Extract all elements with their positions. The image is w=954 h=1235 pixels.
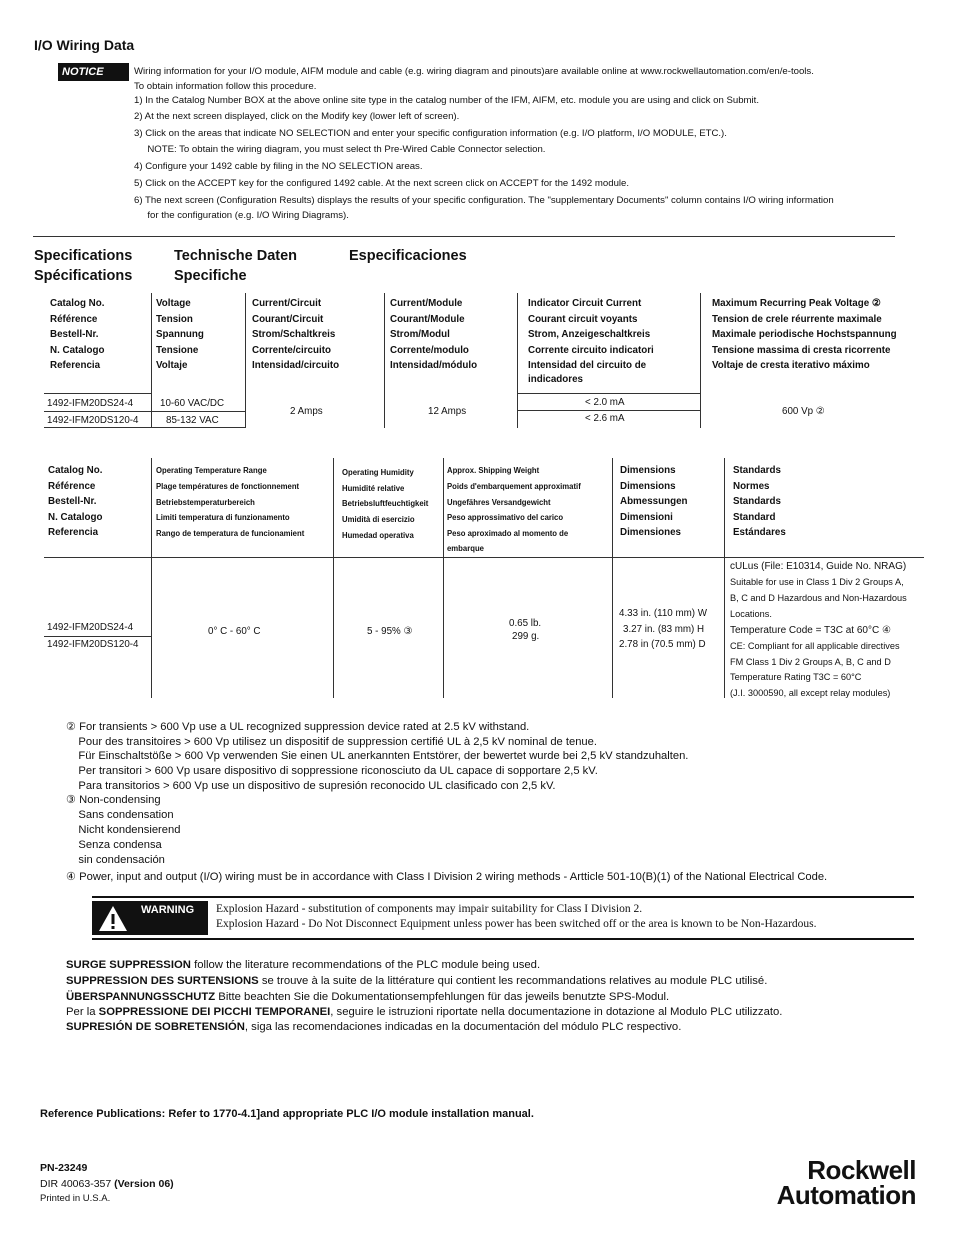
notice-line: Wiring information for your I/O module, AIFM module and cable (e.g. wiring diagram and pinouts)are available online at www.rockwellautomation.com/en/e-tools. [134,66,814,77]
divider [33,236,895,237]
table-cell-current-circuit: 2 Amps [290,406,323,417]
table2-header-weight: Approx. Shipping Weight Poids d'embarquement approximatif Ungefähres Versandgewicht Peso approssimativo del carico Peso aproximado al momento de embarque [447,465,581,553]
notice-line: 4) Configure your 1492 cable by filing in the NO SELECTION areas. [134,161,423,172]
footnote: Pour des transitoires > 600 Vp utilisez un dispositif de suppression certifié UL à 2,5 kV nominal de tenue. [66,736,597,748]
footnote: Nicht kondensierend [66,824,181,836]
table-cell-dimension: 4.33 in. (110 mm) W [619,608,708,619]
standards-line: CE: Compliant for all applicable directives [730,641,900,651]
table-cell-catalog: 1492-IFM20DS24-4 [47,622,134,633]
table-cell-indicator: < 2.0 mA [585,397,625,408]
spec-heading: Specifications [34,248,133,264]
warning-rule [92,938,914,940]
standards-line: Temperature Code = T3C at 60°C ④ [730,625,891,636]
standards-line: (J.I. 3000590, all except relay modules) [730,688,891,698]
table-rule [44,427,245,428]
dir-number: DIR 40063-357 (Version 06) [40,1178,174,1190]
surge-line: SURGE SUPPRESSION follow the literature recommendations of the PLC module being used. [66,959,541,971]
part-number: PN-23249 [40,1162,88,1174]
table-rule [612,458,613,698]
warning-label-box [92,901,208,935]
footnote: sin condensación [66,854,165,866]
table2-header-dimensions: Dimensions Dimensions Abmessungen Dimensioni Dimensiones [620,465,688,538]
table2-header-standards: Standards Normes Standards Standard Estándares [733,465,786,538]
footnote: ③ Non-condensing [66,794,161,806]
table1-header-catalog: Catalog No. Référence Bestell-Nr. N. Catalogo Referencia [50,298,105,371]
table-cell-temperature: 0° C - 60° C [208,626,261,637]
table-cell-voltage: 85-132 VAC [166,415,219,426]
printed-in: Printed in U.S.A. [40,1193,111,1204]
warning-line: Explosion Hazard - Do Not Disconnect Equipment unless power has been switched off or the area is known to be Non-Hazardous. [216,918,817,930]
table-rule [517,393,700,394]
standards-line: B, C and D Hazardous and Non-Hazardous [730,593,907,603]
table-rule [700,293,701,428]
table2-header-humidity: Operating Humidity Humidité relative Betriebsluftfeuchtigkeit Umidità di esercizio Humedad operativa [342,467,429,540]
spec-heading: Technische Daten [174,248,298,264]
standards-line: Suitable for use in Class 1 Div 2 Groups A, [730,577,904,587]
table-cell-dimension: 2.78 in (70.5 mm) D [619,639,706,650]
warning-label: WARNING [141,904,195,916]
table-rule [44,411,245,412]
warning-triangle-icon [98,904,128,932]
table-cell-catalog: 1492-IFM20DS24-4 [47,398,134,409]
table-rule [44,636,151,637]
table1-header-peak-voltage: Maximum Recurring Peak Voltage ② Tension de crele réurrente maximale Maximale periodische Hochstspannung Tensione massima di cresta ricorrente Voltaje de cresta iterativo máximo [712,298,897,371]
table1-header-indicator: Indicator Circuit Current Courant circuit voyants Strom, Anzeigeschaltkreis Corrente circuito indicatori Intensidad del circuito de indicadores [528,298,654,385]
table-cell-dimension: 3.27 in. (83 mm) H [623,624,705,635]
warning-rule [92,896,914,898]
reference-publications: Reference Publications: Refer to 1770-4.1]and appropriate PLC I/O module installation manual. [40,1108,534,1120]
table1-header-voltage: Voltage Tension Spannung Tensione Voltaje [156,298,204,371]
notice-line: 1) In the Catalog Number BOX at the above online site type in the catalog number of the IFM, AIFM, etc. module you are using and click on Submit. [134,95,759,106]
notice-line: NOTE: To obtain the wiring diagram, you must select th Pre-Wired Cable Connector selection. [134,144,546,155]
footnote: ④ Power, input and output (I/O) wiring must be in accordance with Class I Division 2 wiring methods - Artticle 501-10(B)(1) of the National Electrical Code. [66,871,828,883]
surge-line: Per la SOPPRESSIONE DEI PICCHI TEMPORANEI, seguire le istruzioni riportate nella documentazione in dotazione al Modulo PLC utilizzato. [66,1006,783,1018]
notice-line: To obtain information follow this procedure. [134,81,317,92]
table-cell-indicator: < 2.6 mA [585,413,625,424]
standards-line: cULus (File: E10314, Guide No. NRAG) [730,561,907,572]
table-rule [517,410,700,411]
table-cell-weight: 0.65 lb. [509,618,542,629]
table-rule [151,458,152,698]
table1-header-current-module: Current/Module Courant/Module Strom/Modul Corrente/modulo Intensidad/módulo [390,298,478,371]
notice-line: 2) At the next screen displayed, click on the Modify key (lower left of screen). [134,111,460,122]
spec-heading: Spécifications [34,268,133,284]
surge-line: SUPRESIÓN DE SOBRETENSIÓN, siga las recomendaciones indicadas en la documentación del módulo PLC respectivo. [66,1021,682,1033]
table-rule [333,458,334,698]
table-rule [724,458,725,698]
footnote: ② For transients > 600 Vp use a UL recognized suppression device rated at 2.5 kV withstand. [66,721,530,733]
table2-header-catalog: Catalog No. Référence Bestell-Nr. N. Catalogo Referencia [48,465,103,538]
footnote: Para transitorios > 600 Vp use un dispositivo de supresión reconocido UL clasificado con 2,5 kV. [66,780,556,792]
rockwell-automation-logo [716,1155,916,1210]
table2-header-temperature: Operating Temperature Range Plage températures de fonctionnement Betriebstemperaturbereich Limiti temperatura di funzionamento Rango de temperatura de funcionamient [156,465,305,539]
table1-header-current-circuit: Current/Circuit Courant/Circuit Strom/Schaltkreis Corrente/circuito Intensidad/circuito [252,298,340,371]
table-rule [245,293,246,428]
spec-heading: Especificaciones [349,248,467,264]
table-cell-weight: 299 g. [512,631,540,642]
table-rule [44,393,151,394]
notice-line: for the configuration (e.g. I/O Wiring Diagrams). [134,210,349,221]
footnote: Sans condensation [66,809,174,821]
table-cell-catalog: 1492-IFM20DS120-4 [47,415,139,426]
footnote: Senza condensa [66,839,162,851]
logo-line: Automation [776,1180,916,1210]
surge-line: ÜBERSPANNUNGSSCHUTZ Bitte beachten Sie die Dokumentationsempfehlungen für das jeweils benutzte SPS-Modul. [66,991,670,1003]
table-rule [44,557,924,558]
table-cell-current-module: 12 Amps [428,406,467,417]
notice-line: 3) Click on the areas that indicate NO SELECTION and enter your specific configuration information (e.g. I/O platform, I/O MODULE, ETC.). [134,128,727,139]
table-rule [384,293,385,428]
standards-line: Temperature Rating T3C = 60°C [730,672,862,682]
notice-line: 6) The next screen (Configuration Results) displays the results of your specific configuration. The "supplementary Documents" column contains I/O wiring information [134,195,834,206]
notice-label: NOTICE [58,63,129,81]
table-rule [517,293,518,428]
footnote: Per transitori > 600 Vp usare dispositivo di soppressione riconosciuto da UL capace di sopportare 2,5 kV. [66,765,598,777]
surge-line: SUPPRESSION DES SURTENSIONS se trouve à la suite de la littérature qui contient les recommandations relatives au module PLC utilisé. [66,975,768,987]
table-rule [443,458,444,698]
table-cell-voltage: 10-60 VAC/DC [160,398,225,409]
standards-line: Locations. [730,609,772,619]
warning-line: Explosion Hazard - substitution of components may impair suitability for Class I Division 2. [216,903,643,915]
table-cell-catalog: 1492-IFM20DS120-4 [47,639,139,650]
table-cell-humidity: 5 - 95% ③ [367,626,413,637]
footnote: Für Einschaltstöße > 600 Vp verwenden Sie einen UL anerkannten Entstörer, der bewertet wurde bei 2,5 kV standzuhalten. [66,750,689,762]
section-title: I/O Wiring Data [34,37,135,53]
notice-line: 5) Click on the ACCEPT key for the configured 1492 cable. At the next screen click on ACCEPT for the 1492 module. [134,178,630,189]
standards-line: FM Class 1 Div 2 Groups A, B, C and D [730,657,891,667]
table-cell-peak-voltage: 600 Vp ② [782,406,825,417]
table-rule [151,293,152,428]
spec-heading: Specifiche [174,268,247,284]
logo-line: Rockwell [807,1155,916,1185]
